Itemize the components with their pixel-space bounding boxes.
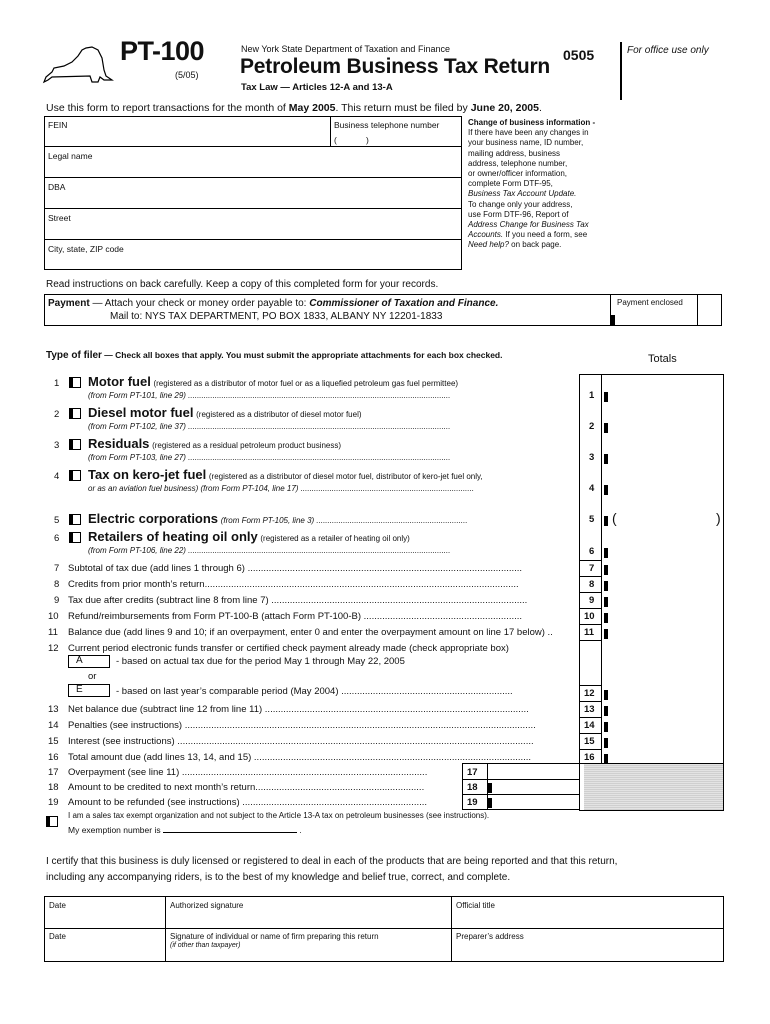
instructions-note: Read instructions on back carefully. Keep a copy of this completed form for your records. (46, 279, 439, 290)
new-york-state-map-icon (42, 46, 114, 88)
sales-tax-exempt-checkbox[interactable] (46, 816, 58, 827)
legal-name-field[interactable]: Legal name (48, 151, 93, 161)
office-use-divider (620, 42, 622, 100)
option-e-box[interactable] (68, 684, 110, 697)
line-3-amount-field[interactable] (604, 454, 608, 464)
totals-label: Totals (648, 353, 677, 365)
preparer-date-field[interactable]: Date (49, 932, 66, 941)
exemption-number-field[interactable] (163, 824, 297, 833)
mailing-address: Mail to: NYS TAX DEPARTMENT, PO BOX 1833, ALBANY NY 12201-1833 (110, 311, 443, 322)
payment-instructions: Payment — Attach your check or money order payable to: Commissioner of Taxation and Finance. (48, 298, 499, 309)
line-15-amount-field[interactable] (604, 738, 608, 748)
due-date: June 20, 2005 (470, 102, 539, 114)
department-name: New York State Department of Taxation and Finance (241, 44, 450, 54)
line-6-title: Retailers of heating oil only (88, 529, 258, 544)
line-1-amount-field[interactable] (604, 392, 608, 402)
preparer-signature-field[interactable]: Signature of individual or name of firm preparing this return (170, 932, 379, 941)
option-a-box[interactable] (68, 655, 110, 668)
payment-enclosed-field[interactable] (611, 315, 615, 325)
line-6-source: (from Form PT-106, line 22) ...................................................................................................................... (88, 546, 451, 555)
line-4-source: or as an aviation fuel business) (from Form PT-104, line 17) .............................................................................. (88, 484, 475, 493)
line-4-amount-field[interactable] (604, 485, 608, 495)
page-title: Petroleum Business Tax Return (240, 55, 551, 78)
line-7-amount-field[interactable] (604, 565, 608, 575)
line-10-refunds: Refund/reimbursements from Form PT-100-B (attach Form PT-100-B) ............................................................ (68, 611, 523, 622)
official-title-field[interactable]: Official title (456, 901, 495, 910)
period-month: May 2005 (288, 102, 336, 114)
residuals-checkbox[interactable] (69, 439, 81, 450)
line-9-amount-field[interactable] (604, 597, 608, 607)
line-7-subtotal: Subtotal of tax due (add lines 1 through 6) ........................................................................................................ (68, 563, 523, 574)
line-1-number: 1 (54, 378, 60, 389)
office-use-label: For office use only (627, 45, 709, 56)
line-5-amount-field[interactable] (604, 516, 608, 526)
line-15-interest: Interest (see instructions) ....................................................................................................................................... (68, 736, 534, 747)
dba-field[interactable]: DBA (48, 182, 66, 192)
line-6-amount-field[interactable] (604, 548, 608, 558)
line-1-title: Motor fuel (88, 374, 151, 389)
authorized-signature-field[interactable]: Authorized signature (170, 901, 244, 910)
certification-statement: I certify that this business is duly licensed or registered to deal in each of the products that are being reported and that this return, including any accompanying riders, is to the best of my knowledge and belief true, correct, and complete. (46, 856, 618, 883)
line-14-amount-field[interactable] (604, 722, 608, 732)
preparer-signature-note: (if other than taxpayer) (170, 942, 241, 949)
line-13-amount-field[interactable] (604, 706, 608, 716)
line-14-penalties: Penalties (see instructions) ..................................................................................................................................... (68, 720, 536, 731)
line-3-number: 3 (54, 440, 60, 451)
line-13-net-balance: Net balance due (subtract line 12 from line 11) .................................................................................................... (68, 704, 529, 715)
exemption-number-label: My exemption number is (68, 825, 161, 835)
heating-oil-retailer-checkbox[interactable] (69, 532, 81, 543)
kero-jet-fuel-checkbox[interactable] (69, 470, 81, 481)
line-18-credited: Amount to be credited to next month’s return................................................................ (68, 782, 425, 793)
fein-field[interactable]: FEIN (48, 120, 68, 130)
line-3-title: Residuals (88, 436, 150, 451)
line-4-title: Tax on kero-jet fuel (88, 467, 207, 482)
exemption-statement: I am a sales tax exempt organization and not subject to the Article 13-A tax on petroleum businesses (see instructions). (68, 811, 490, 820)
phone-field[interactable]: Business telephone number (334, 120, 440, 130)
city-state-zip-field[interactable]: City, state, ZIP code (48, 244, 124, 254)
shaded-area (584, 763, 723, 810)
line-19-amount-field[interactable] (488, 798, 492, 808)
line-2-source: (from Form PT-102, line 37) ...................................................................................................................... (88, 422, 451, 431)
line-3-source: (from Form PT-103, line 27) ...................................................................................................................... (88, 453, 451, 462)
diesel-motor-fuel-checkbox[interactable] (69, 408, 81, 419)
line-12-current-payment: Current period electronic funds transfer or certified check payment already made (check appropriate box) (68, 643, 509, 654)
payee-name: Commissioner of Taxation and Finance. (309, 298, 499, 309)
line-11-amount-field[interactable] (604, 629, 608, 639)
line-16-total-due: Total amount due (add lines 13, 14, and 15) ......................................................................................................... (68, 752, 532, 763)
line-5-number: 5 (54, 515, 60, 526)
form-number: 0505 (563, 47, 595, 63)
line-2-amount-field[interactable] (604, 423, 608, 433)
change-of-business-info: Change of business information - If there have been any changes in your business name, ID number, mailing address, business address, telephone number, or owner/officer information, complete Form DTF-95, Business Tax Account Update. To change only your address, use Form DTF-96, Report of Address Change for Business Tax Accounts. If you need a form, see Need help? on back page. (468, 118, 596, 250)
line-12-amount-field[interactable] (604, 690, 608, 700)
street-field[interactable]: Street (48, 213, 71, 223)
line-4-number: 4 (54, 471, 60, 482)
option-a-label: - based on actual tax due for the period May 1 through May 22, 2005 (116, 656, 405, 667)
line-2-number: 2 (54, 409, 60, 420)
type-of-filer-heading: Type of filer — Check all boxes that apply. You must submit the appropriate attachments for each box checked. (46, 350, 503, 361)
payment-enclosed-label: Payment enclosed (617, 298, 683, 307)
line-8-amount-field[interactable] (604, 581, 608, 591)
line-8-credits: Credits from prior month’s return....................................................................................................................... (68, 579, 519, 590)
option-e-label: - based on last year’s comparable period (May 2004) ................................................................. (116, 686, 513, 697)
form-revision: (5/05) (175, 70, 199, 80)
motor-fuel-checkbox[interactable] (69, 377, 81, 388)
line-10-amount-field[interactable] (604, 613, 608, 623)
line-11-balance-due: Balance due (add lines 9 and 10; if an overpayment, enter 0 and enter the overpayment amount on line 17 below) .. (68, 627, 553, 638)
electric-corporations-checkbox[interactable] (69, 514, 81, 525)
line-2-title: Diesel motor fuel (88, 405, 194, 420)
line-6-number: 6 (54, 533, 60, 544)
tax-law-articles: Tax Law — Articles 12-A and 13-A (241, 82, 393, 93)
line-17-overpayment: Overpayment (see line 11) ............................................................................................. (68, 767, 428, 778)
date-field[interactable]: Date (49, 901, 66, 910)
signature-table (44, 896, 724, 962)
preparer-address-field[interactable]: Preparer’s address (456, 932, 524, 941)
line-19-refunded: Amount to be refunded (see instructions) ...................................................................... (68, 797, 428, 808)
line-9-tax-due: Tax due after credits (subtract line 8 from line 7) ................................................................................................. (68, 595, 528, 606)
form-code: PT-100 (120, 36, 205, 66)
line-1-source: (from Form PT-101, line 29) ...................................................................................................................... (88, 391, 451, 400)
line-5-title: Electric corporations (88, 511, 219, 526)
period-statement: Use this form to report transactions for the month of May 2005. This return must be filed by June 20, 2005. (46, 102, 542, 114)
line-18-amount-field[interactable] (488, 783, 492, 793)
